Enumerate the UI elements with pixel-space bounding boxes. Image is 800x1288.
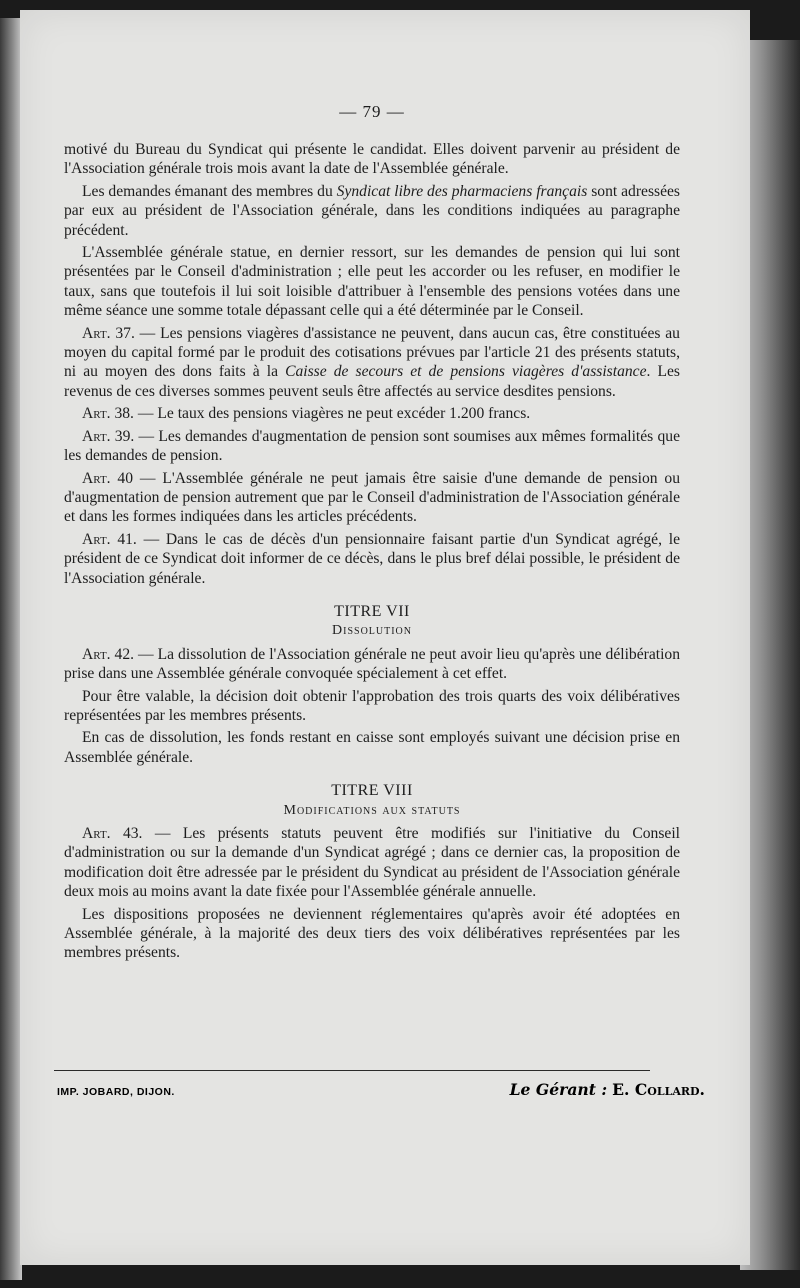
article-38: Art. 38. — Le taux des pensions viagères ne peut excéder 1.200 francs. (82, 405, 531, 423)
signature-name: E. Collard. (612, 1080, 705, 1099)
paragraph: En cas de dissolution, les fonds restant en caisse sont employés suivant une décision prise en Assemblée générale. (64, 729, 680, 766)
article-40: Art. 40 — L'Assemblée générale ne peut jamais être saisie d'une demande de pension ou d'augmentation de pension autrement que par le Conseil d'administration de l'Association générale et dans les formes indiquées dans les articles précédents. (64, 469, 680, 526)
paragraph: Les demandes émanant des membres du Syndicat libre des pharmaciens français sont adressées par eux au président de l'Association générale, dans les conditions indiquées au paragraphe précédent. (64, 182, 680, 239)
section-title: TITRE VIII (331, 782, 413, 800)
article-label: Art. 42. (82, 645, 135, 663)
article-39: Art. 39. — Les demandes d'augmentation de pension sont soumises aux mêmes formalités que les demandes de pension. (64, 427, 680, 465)
paragraph: motivé du Bureau du Syndicat qui présente le candidat. Elles doivent parvenir au président de l'Association générale trois mois avant la date de l'Assemblée générale. (64, 141, 680, 178)
article-label: Art. 37. (82, 324, 135, 342)
article-43: Art. 43. — Les présents statuts peuvent être modifiés sur l'initiative du Conseil d'administration ou sur la demande d'un Syndicat agrégé ; dans ce dernier cas, la proposition de modification doit être adressée par le président du Syndicat au président de l'Association générale deux mois au moins avant la date fixée pour l'Assemblée générale annuelle. (64, 825, 680, 901)
adjacent-page-edge (0, 18, 22, 1280)
signature-role: Le Gérant : (509, 1080, 608, 1099)
signature-line (510, 1080, 705, 1099)
article-42: Art. 42. — La dissolution de l'Association générale ne peut avoir lieu qu'après une délibération prise dans une Assemblée générale convoquée spécialement à cet effet. (64, 645, 680, 683)
printer-imprint: IMP. JOBARD, DIJON. (57, 1086, 175, 1098)
section-subtitle: Modifications aux statuts (283, 802, 461, 818)
article-41: Art. 41. — Dans le cas de décès d'un pensionnaire faisant partie d'un Syndicat agrégé, le président de ce Syndicat doit informer de ce décès, dans le plus bref délai possible, le président de l'Association générale. (64, 530, 680, 587)
footer-rule (54, 1070, 650, 1071)
paragraph: Les dispositions proposées ne deviennent réglementaires qu'après avoir été adoptées en Assemblée générale, à la majorité des deux tiers des voix délibératives représentées par les membres présents. (64, 905, 680, 962)
article-label: Art. 40 (82, 469, 134, 487)
article-label: Art. 38. (82, 405, 134, 423)
article-37: Art. 37. — Les pensions viagères d'assistance ne peuvent, dans aucun cas, être constituées au moyen du capital formé par le produit des cotisations prévues par l'article 21 des présents statuts, ni au moyen des dons faits à la Caisse de secours et de pensions viagères d'assistance. Les revenus de ces diverses sommes peuvent seuls être affectés au service desdites pensions. (64, 324, 680, 400)
section-title: TITRE VII (334, 602, 410, 620)
article-label: Art. 41. (82, 530, 137, 548)
paragraph: L'Assemblée générale statue, en dernier ressort, sur les demandes de pension qui lui sont présentées par le Conseil d'administration ; elle peut les accorder ou les refuser, en modifier le taux, sans que toutefois il lui soit loisible d'attribuer à l'ensemble des pensions votées dans une même séance une somme totale dépassant celle qui a été déterminée par le Conseil. (64, 244, 680, 320)
page-number: — 79 — (339, 102, 405, 121)
article-label: Art. 43. (82, 825, 143, 842)
body-text (64, 140, 680, 966)
paragraph: Pour être valable, la décision doit obtenir l'approbation des trois quarts des voix délibératives représentées par les membres présents. (64, 687, 680, 724)
article-label: Art. 39. (82, 427, 135, 445)
document-page (20, 10, 750, 1265)
section-subtitle: Dissolution (332, 623, 412, 639)
